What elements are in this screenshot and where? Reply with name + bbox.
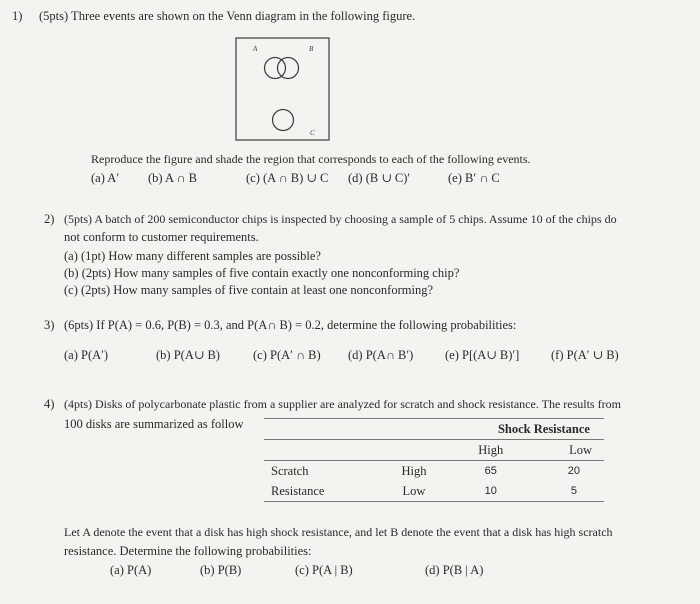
venn-circle-b [278,58,299,79]
q2-part-a: (a) (1pt) How many different samples are possible? [64,249,321,263]
q3-part-b: (b) P(A∪ B) [156,348,220,362]
q1-part-b: (b) A ∩ B [148,171,197,185]
question-2-number: 2) [44,212,55,226]
shock-scratch-table [264,418,604,502]
q4-part-c: (c) P(A | B) [295,563,353,577]
table-row-low: Low [402,483,426,498]
venn-circle-a [265,58,286,79]
question-3-text: (6pts) If P(A) = 0.6, P(B) = 0.3, and P(A∩ B) = 0.2, determine the following probabilities: [64,318,517,332]
question-4-line-1: (4pts) Disks of polycarbonate plastic from a supplier are analyzed for scratch and shock resistance. The results from [64,397,621,411]
q3-part-a: (a) P(A′) [64,348,109,362]
q2-part-b: (b) (2pts) How many samples of five contain exactly one nonconforming chip? [64,266,460,280]
q1-part-d: (d) (B ∪ C)′ [348,171,411,185]
q2-part-c: (c) (2pts) How many samples of five contain at least one nonconforming? [64,283,433,297]
question-4-text-2-line-2: resistance. Determine the following probabilities: [64,544,312,558]
question-2-line-2: not conform to customer requirements. [64,230,259,244]
q4-part-d: (d) P(B | A) [425,563,484,577]
q3-part-c: (c) P(A′ ∩ B) [253,348,321,362]
q1-part-e: (e) B′ ∩ C [448,171,500,185]
q1-part-c: (c) (A ∩ B) ∪ C [246,171,329,185]
venn-sample-space [236,38,329,140]
question-4-text-2-line-1: Let A denote the event that a disk has high shock resistance, and let B denote the event that a disk has high scratch [64,525,613,539]
q1-part-a: (a) A′ [91,171,120,185]
q3-part-f: (f) P(A′ ∪ B) [551,348,619,362]
question-4-number: 4) [44,397,55,411]
question-1-number: 1) [12,9,23,23]
table-cell-low-low: 5 [570,485,577,497]
table-col-high: High [478,442,504,457]
venn-label-b: B [309,45,314,53]
question-1-instruction: Reproduce the figure and shade the region that corresponds to each of the following events. [91,152,531,166]
table-cell-high-low: 20 [567,465,580,477]
question-4-line-2: 100 disks are summarized as follow [64,417,244,431]
q4-part-b: (b) P(B) [200,563,242,577]
table-row-label-scratch: Scratch [271,463,309,478]
table-cell-high-high: 65 [484,465,497,477]
table-col-low: Low [569,442,592,457]
q3-part-d: (d) P(A∩ B′) [348,348,414,362]
venn-diagram [235,37,330,141]
q3-part-e: (e) P[(A∪ B)′] [445,348,520,362]
venn-label-a: A [253,45,258,53]
venn-circle-c [273,110,294,131]
venn-label-c: C [310,129,315,137]
q4-part-a: (a) P(A) [110,563,152,577]
table-row-high: High [401,463,427,478]
table-row-label-resistance: Resistance [271,483,325,498]
question-1-text: (5pts) Three events are shown on the Venn diagram in the following figure. [39,9,416,23]
table-header-shock-resistance: Shock Resistance [497,421,590,436]
question-3-number: 3) [44,318,55,332]
table-cell-low-high: 10 [484,485,497,497]
question-2-line-1: (5pts) A batch of 200 semiconductor chips is inspected by choosing a sample of 5 chips. Assume 10 of the chips do [64,212,617,226]
